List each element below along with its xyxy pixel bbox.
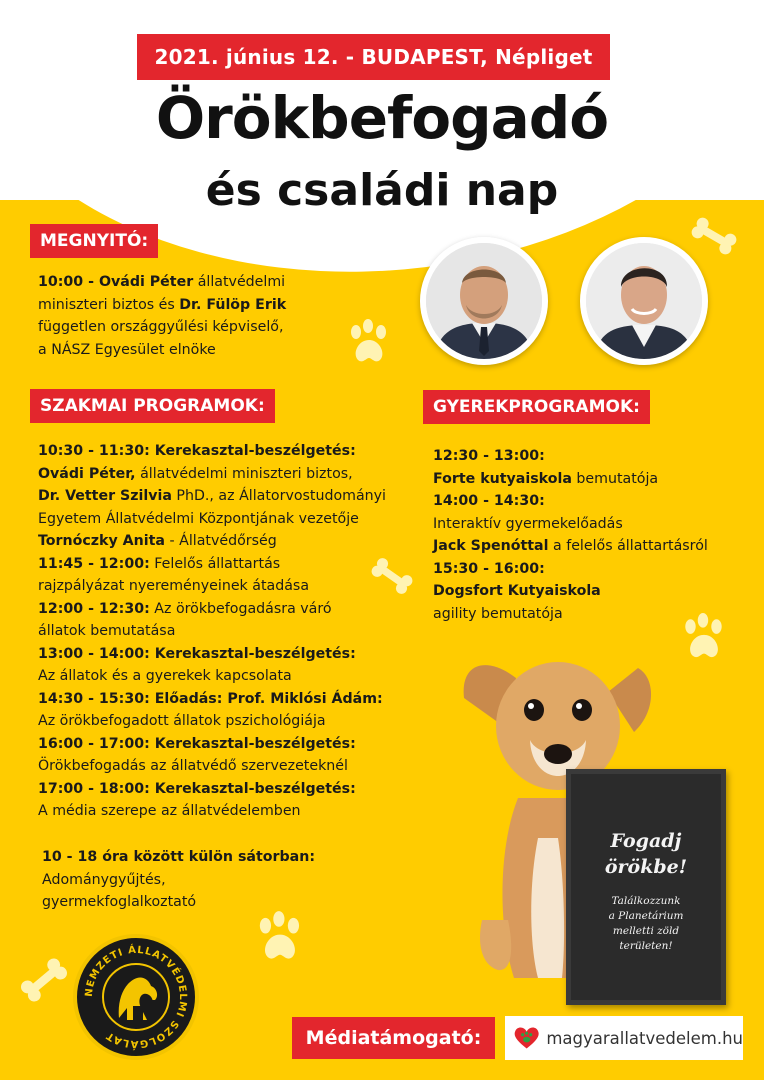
chalkboard-headline-1: Fogadj — [610, 830, 682, 852]
kids-list: 12:30 - 13:00: Forte kutyaiskola bemutatója 14:00 - 14:30: Interaktív gyermekelőadás Jack Spenóttal a felelős állattartásról 15:30 - 16:00: Dogsfort Kutyaiskola agility bemutatója — [433, 448, 708, 622]
tent-info: 10 - 18 óra között külön sátorban: Adománygyűjtés, gyermekfoglalkoztató — [42, 849, 315, 910]
page-subtitle: és családi nap — [205, 165, 559, 216]
chalkboard-note-1: Találkozzunk — [611, 895, 681, 907]
chalkboard-sign — [566, 769, 726, 1005]
media-site-url[interactable]: magyarallatvedelem.hu — [546, 1028, 743, 1048]
avatar-fulop-erik — [580, 237, 708, 365]
nemzeti-allatvedelmi-szolgalat-logo — [73, 934, 199, 1060]
paw-icon — [254, 910, 306, 966]
media-sponsor-label: Médiatámogató: — [292, 1017, 495, 1059]
professional-tag: SZAKMAI PROGRAMOK: — [30, 389, 275, 423]
bone-icon — [14, 956, 74, 1004]
chalkboard-note-3: melletti zöld — [612, 925, 680, 937]
svg-text:NEMZETI ÁLLATVÉDELMI SZOLGÁLAT: NEMZETI ÁLLATVÉDELMI SZOLGÁLAT — [83, 944, 189, 1050]
bone-icon — [686, 216, 742, 256]
media-sponsor-link[interactable] — [505, 1016, 743, 1060]
chalkboard-headline-2: örökbe! — [604, 856, 688, 878]
page-title: Örökbefogadó — [155, 84, 609, 152]
opening-tag: MEGNYITÓ: — [30, 224, 158, 258]
opening-text: 10:00 - Ovádi Péter állatvédelmi miniszteri biztos és Dr. Fülöp Erik független országgyűlési képviselő, a NÁSZ Egyesület elnöke — [38, 274, 287, 358]
chalkboard-note-2: a Planetárium — [608, 910, 684, 922]
date-banner: 2021. június 12. - BUDAPEST, Népliget — [137, 34, 610, 80]
chalkboard-note-4: területen! — [619, 940, 673, 952]
avatar-ovadi-peter — [420, 237, 548, 365]
professional-list: 10:30 - 11:30: Kerekasztal-beszélgetés: Ovádi Péter, állatvédelmi miniszteri biztos, Dr. Vetter Szilvia PhD., az Állatorvostudományi Egyetem Állatvédelmi Központjának vezetője Tornóczky Anita - Állatvédőrség 11:45 - 12:00: Felelős állattartás rajzpályázat nyereményeinek átadása 12:00 - 12:30: Az örökbefogadásra váró állatok bemutatása 13:00 - 14:00: Kerekasztal-beszélgetés: Az állatok és a gyerekek kapcsolata 14:30 - 15:30: Előadás: Prof. Miklósi Ádám: Az örökbefogadott állatok pszichológiája 16:00 - 17:00: Kerekasztal-beszélgetés: Örökbefogadás az állatvédő szervezeteknél 17:00 - 18:00: Kerekasztal-beszélgetés: A média szerepe az állatvédelemben — [38, 443, 386, 819]
kids-tag: GYEREKPROGRAMOK: — [423, 390, 650, 424]
heart-paw-logo-icon — [513, 1023, 540, 1053]
